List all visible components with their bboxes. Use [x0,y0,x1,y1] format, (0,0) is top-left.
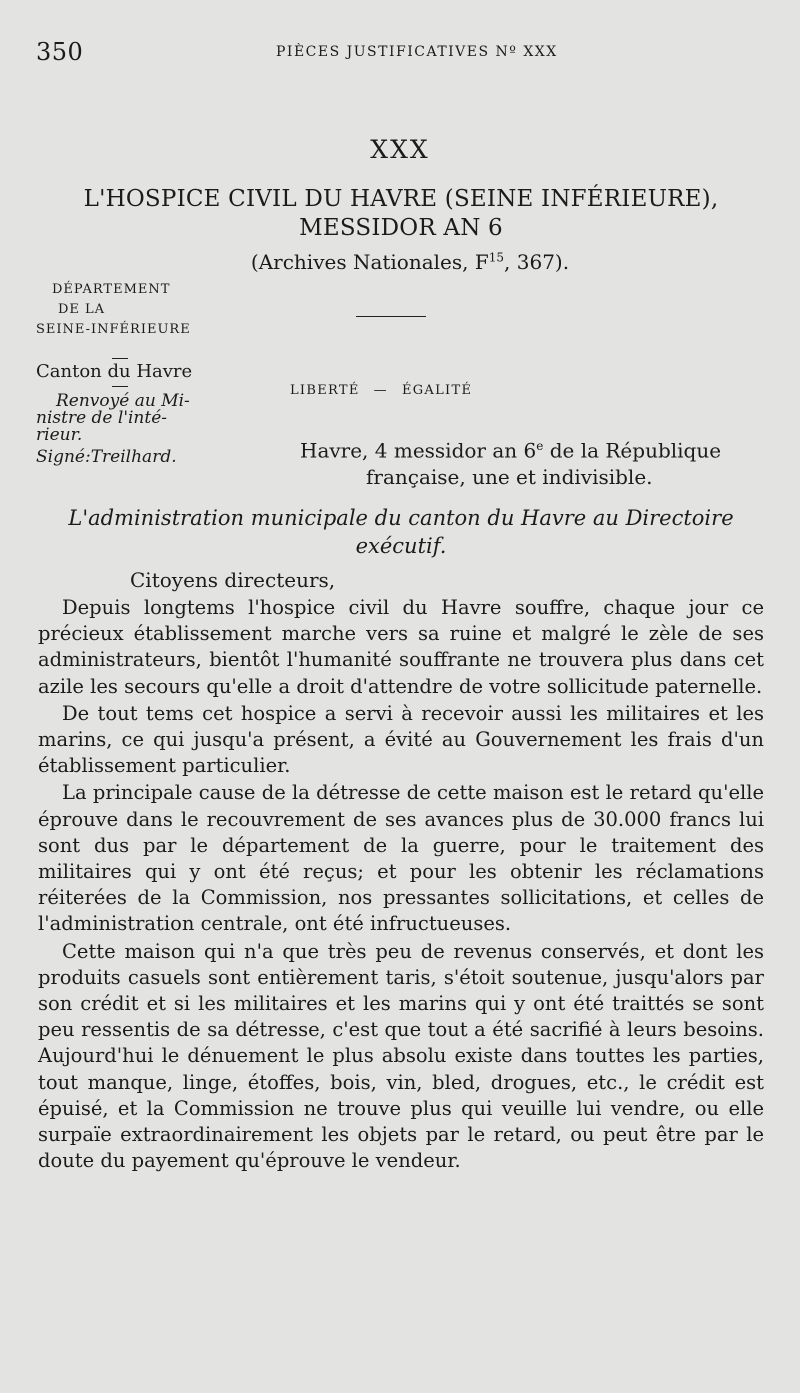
dateline-post: de la République [543,438,722,463]
paragraph-4: Cette maison qui n'a que très peu de revenus conservés, et dont les produits casuels sont entièrement taris, s'étoit soutenue, jusqu'alors par son crédit et si les militaires et les marins qui y ont été traittés se sont peu ressentis de sa détresse, c'est que tout a été sacrifié à leurs besoins. Aujourd'hui le dénuement le plus absolu existe dans touttes les parties, tout manque, linge, étoffes, bois, vin, bled, drogues, etc., le crédit est épuisé, et la Commission ne trouve plus qui veuille lui vendre, ou elle surpaïe extraordinairement les objets par le retard, ou peut être par le doute du payement qu'éprouve le vendeur. [38,939,764,1173]
archive-text: (Archives Nationales, F [250,250,489,274]
page-number: 350 [36,38,84,66]
dateline-line-2: française, une et indivisible. [366,464,653,489]
running-header [36,38,766,68]
margin-note [36,393,236,444]
note-line-3: rieur. [36,425,83,445]
dateline [300,433,800,490]
dept-line-2: DE LA [58,302,106,317]
archive-superscript: 15 [488,250,505,265]
margin-rule-2 [112,386,128,387]
dateline-pre: Havre, 4 messidor an 6 [300,438,537,463]
addressee-line-1: L'administration municipale du canton du Havre au Directoire [68,506,734,530]
paragraph-1: Depuis longtems l'hospice civil du Havre souffre, chaque jour ce précieux établissement marche vers sa ruine et malgré le zèle de ses administrateurs, bientôt l'humanité souffrante ne trouvera plus dans cet azile les secours qu'elle a droit d'attendre de votre sollicitude paternelle. [38,596,764,698]
dateline-sup: e [536,439,544,453]
dept-line-1: DÉPARTEMENT [52,282,171,297]
addressee [36,504,766,560]
letter-body [38,595,764,1174]
running-title: PIÈCES JUSTIFICATIVES Nº XXX [276,44,558,60]
note-line-2: nistre de l'inté- [36,408,168,428]
paragraph-2: De tout tems cet hospice a servi à recevoir aussi les militaires et les marins, ce qui jusqu'a présent, a évité au Gouvernement les frais d'un établissement particulier. [38,701,764,778]
dept-line-3: SEINE-INFÉRIEURE [36,322,191,337]
note-line-1: Renvoyé au Mi- [56,391,190,411]
title-divider [356,316,426,317]
margin-column [36,280,236,467]
motto [290,383,472,398]
signed-label: Signé [36,447,85,467]
archive-after: , 367). [504,250,570,274]
archive-reference [220,250,600,274]
title-line-1: L'HOSPICE CIVIL DU HAVRE (SEINE INFÉRIEURE), [83,186,719,212]
document-title [36,185,766,243]
canton-label: Canton du Havre [36,361,193,382]
motto-right: ÉGALITÉ [401,383,473,398]
margin-rule-1 [112,358,128,359]
motto-dash: — [373,383,388,398]
paragraph-3: La principale cause de la détresse de cette maison est le retard qu'elle éprouve dans le recouvrement de ses avances plus de 30.000 francs lui sont dus par le département de la guerre, pour le traitement des militaires qui y ont été reçus; et pour les obtenir les réclamations réiterées de la Commission, nos pressantes sollicitations, et celles de l'administration centrale, ont été infructueuses. [38,781,764,936]
dateline-line-1 [300,433,800,464]
section-number: XXX [370,135,430,164]
addressee-line-2: exécutif. [355,534,447,558]
motto-left: LIBERTÉ [290,383,360,398]
signed-name: :Treilhard. [84,447,177,467]
signed-by [36,447,236,467]
salutation: Citoyens directeurs, [130,568,336,592]
title-line-2: MESSIDOR AN 6 [299,215,503,241]
